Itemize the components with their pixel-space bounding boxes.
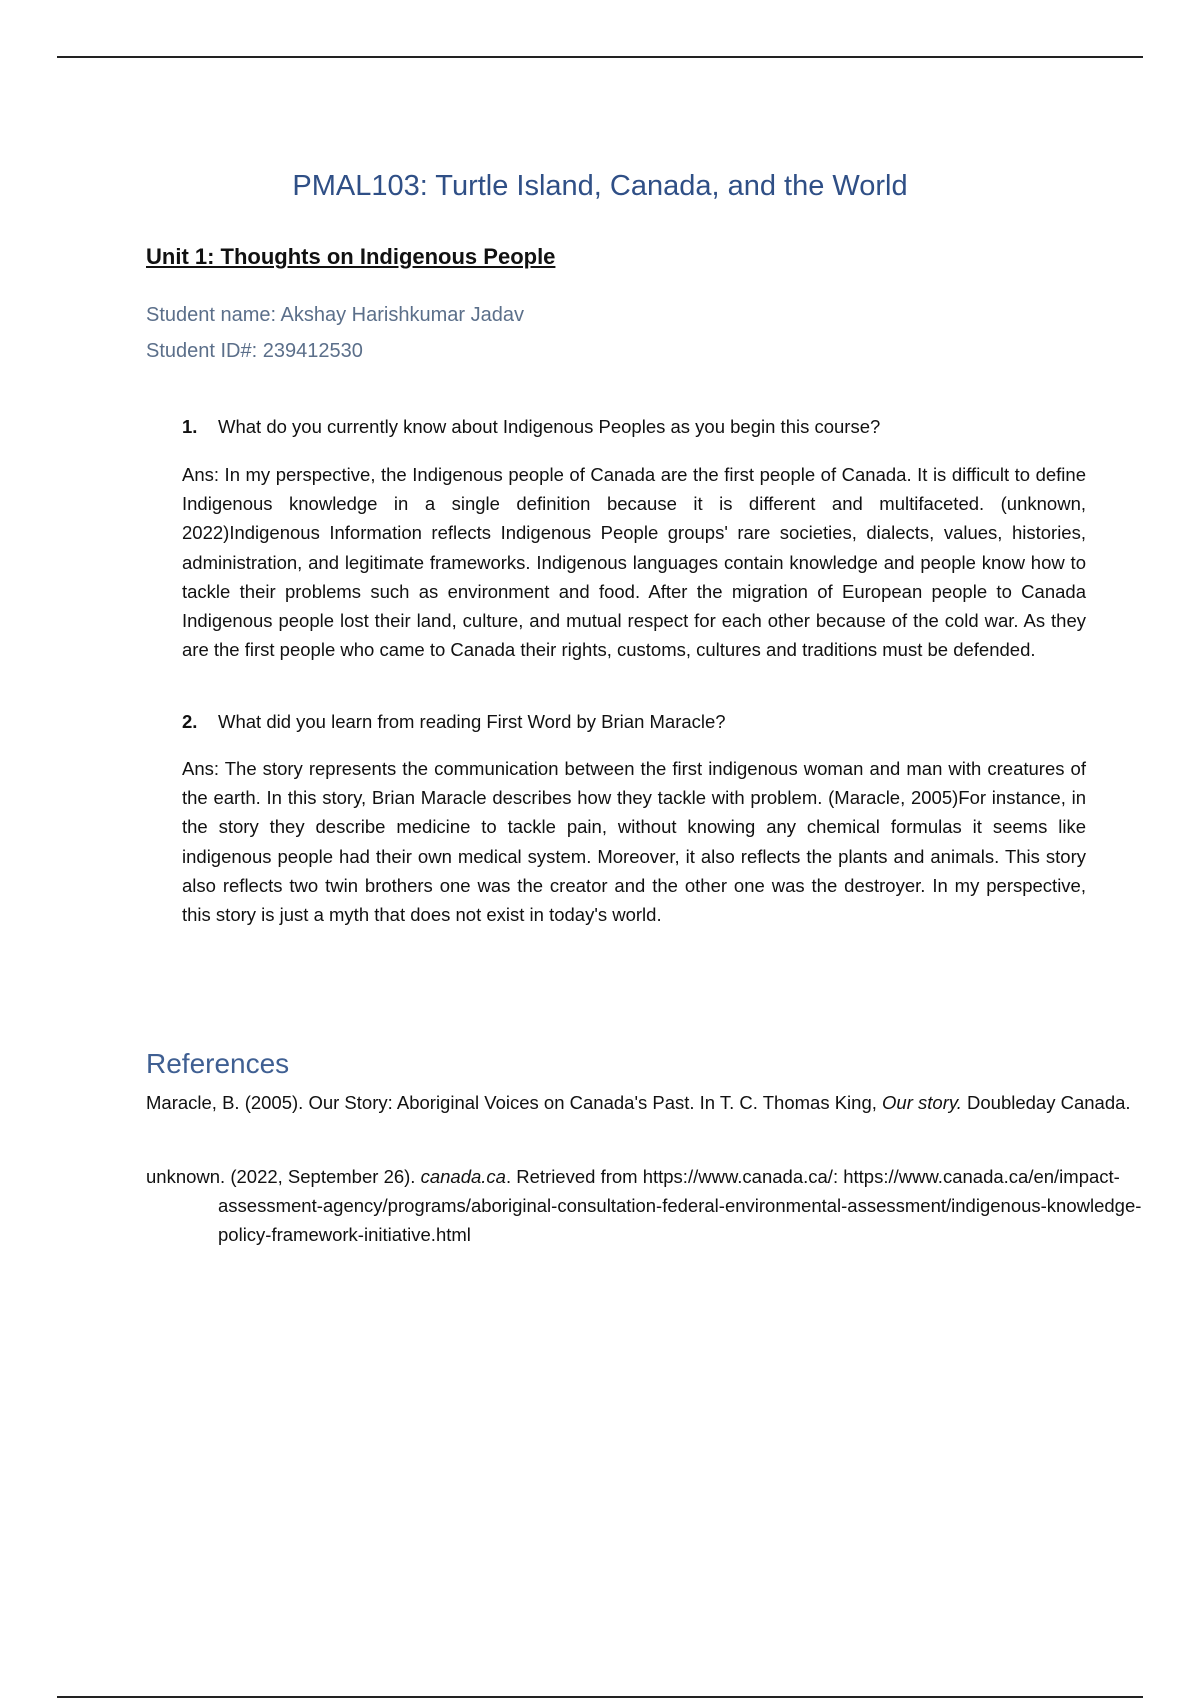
reference-url: . Retrieved from https://www.canada.ca/: https://www.canada.ca/en/impact-assessment-agency/programs/aboriginal-consultation-federal-environmental-assessment/indigenous-knowledge-policy-framework-initiative.html (218, 1166, 1142, 1245)
reference-text: unknown. (2022, September 26). (146, 1166, 421, 1187)
answer-2 (182, 754, 1086, 929)
question-1 (182, 416, 1086, 438)
answer-1 (182, 460, 1086, 664)
bottom-rule (57, 1696, 1143, 1698)
reference-title: canada.ca (420, 1166, 506, 1187)
question-text: What did you learn from reading First Word by Brian Maracle? (218, 711, 726, 732)
reference-text: Doubleday Canada. (961, 1092, 1131, 1113)
student-name: Student name: Akshay Harishkumar Jadav (146, 304, 524, 326)
reference-entry (146, 1088, 1148, 1117)
student-id: Student ID#: 239412530 (146, 340, 363, 362)
answer-text: Ans: The story represents the communication between the first indigenous woman and man with creatures of the earth. In this story, Brian Maracle describes how they tackle with problem. (Maracle, 2005)For instance, in the story they describe medicine to tackle pain, without knowing any chemical formulas it seems like indigenous people had their own medical system. Moreover, it also reflects the plants and animals. This story also reflects two twin brothers one was the creator and the other one was the destroyer. In my perspective, this story is just a myth that does not exist in today's world. (182, 758, 1086, 926)
reference-title: Our story. (882, 1092, 962, 1113)
question-number: 1. (182, 416, 198, 437)
answer-text: Ans: In my perspective, the Indigenous people of Canada are the first people of Canada. It is difficult to define Indigenous knowledge in a single definition because it is different and multifaceted. (unknown, 2022)Indigenous Information reflects Indigenous People groups' rare societies, dialects, values, histories, administration, and legitimate frameworks. Indigenous languages contain knowledge and people know how to tackle their problems such as environment and food. After the migration of European people to Canada Indigenous people lost their land, culture, and mutual respect for each other because of the cold war. As they are the first people who came to Canada their rights, customs, cultures and traditions must be defended. (182, 464, 1086, 661)
top-rule (57, 56, 1143, 58)
question-2 (182, 711, 1086, 733)
references-heading: References (146, 1048, 290, 1079)
unit-heading: Unit 1: Thoughts on Indigenous People (146, 244, 556, 269)
question-text: What do you currently know about Indigenous Peoples as you begin this course? (218, 416, 881, 437)
question-number: 2. (182, 711, 198, 732)
page-title: PMAL103: Turtle Island, Canada, and the World (292, 170, 908, 202)
reference-entry (146, 1162, 1148, 1249)
reference-text: Maracle, B. (2005). Our Story: Aboriginal Voices on Canada's Past. In T. C. Thomas King, (146, 1092, 883, 1113)
